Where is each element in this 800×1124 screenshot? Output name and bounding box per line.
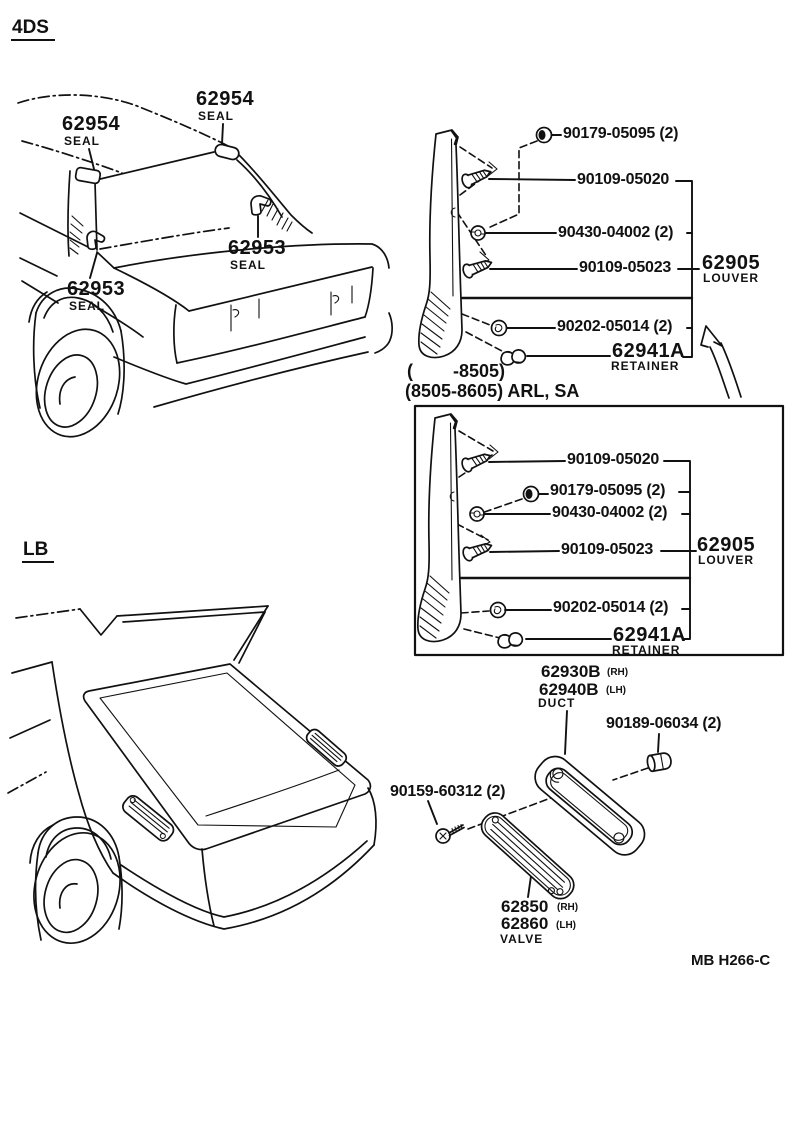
liftback-rear-sketch <box>8 606 376 953</box>
callout-duct-part-rh: 62930B <box>541 662 601 681</box>
callout-seal-lower-right-name: SEAL <box>230 258 267 272</box>
callout-duct-name: DUCT <box>538 696 576 710</box>
callout-early-louver-name: LOUVER <box>703 271 760 285</box>
callout-late-nut: 90430-04002 (2) <box>552 504 668 521</box>
callout-valve-part-lh: 62860 <box>501 914 549 933</box>
applicability-note-line2: (8505-8605) ARL, SA <box>405 381 580 401</box>
callout-early-grommet-screw: 90202-05014 (2) <box>557 318 673 335</box>
fiche-code: MB H266-C <box>691 952 771 969</box>
callout-early-screw-upper: 90109-05020 <box>577 171 670 188</box>
callout-valve-side-rh: (RH) <box>557 902 579 913</box>
callout-early-louver-part: 62905 <box>702 252 761 274</box>
callout-late-grommet-screw: 90202-05014 (2) <box>553 599 669 616</box>
callout-late-screw-upper: 90109-05020 <box>567 451 660 468</box>
callout-seal-upper-left-name: SEAL <box>64 134 101 148</box>
grommet-drawing <box>646 752 672 772</box>
valve-drawing <box>477 808 579 904</box>
valve-screw-drawing <box>436 825 464 844</box>
callout-valve-screw: 90159-60312 (2) <box>390 783 506 800</box>
callout-seal-upper-right-part: 62954 <box>196 88 255 110</box>
callout-duct-part-lh: 62940B <box>539 680 599 699</box>
applicability-note-line1: ( -8505) <box>407 361 506 381</box>
callout-seal-lower-left-part: 62953 <box>67 278 126 300</box>
section-label-4ds: 4DS <box>11 18 55 41</box>
callout-early-nut: 90430-04002 (2) <box>558 224 674 241</box>
callout-late-louver-part: 62905 <box>697 534 756 556</box>
callout-duct-grommet: 90189-06034 (2) <box>606 715 722 732</box>
callout-duct-side-lh: (LH) <box>606 685 626 696</box>
duct-valve-sketch <box>428 711 672 904</box>
callout-seal-upper-left-part: 62954 <box>62 113 121 135</box>
callout-valve-side-lh: (LH) <box>556 920 576 931</box>
callout-late-nut-flanged: 90179-05095 (2) <box>550 482 666 499</box>
callout-duct-side-rh: (RH) <box>607 667 629 678</box>
callout-valve-part-rh: 62850 <box>501 897 549 916</box>
callout-early-retainer-name: RETAINER <box>611 359 680 373</box>
callout-seal-lower-left-name: SEAL <box>69 299 106 313</box>
callout-valve-name: VALVE <box>500 932 544 946</box>
callout-seal-lower-right-part: 62953 <box>228 237 287 259</box>
callout-late-retainer-name: RETAINER <box>612 643 681 657</box>
section-label-lb: LB <box>22 540 54 563</box>
applicability-arrow <box>701 326 741 398</box>
callout-early-screw-lower: 90109-05023 <box>579 259 672 276</box>
callout-late-louver-name: LOUVER <box>698 553 755 567</box>
callout-early-retainer-part: 62941A <box>612 340 686 362</box>
callout-late-screw-lower: 90109-05023 <box>561 541 654 558</box>
callout-late-retainer-part: 62941A <box>613 624 687 646</box>
callout-seal-upper-right-name: SEAL <box>198 109 235 123</box>
duct-drawing <box>529 750 651 861</box>
callout-early-nut-flanged: 90179-05095 (2) <box>563 125 679 142</box>
